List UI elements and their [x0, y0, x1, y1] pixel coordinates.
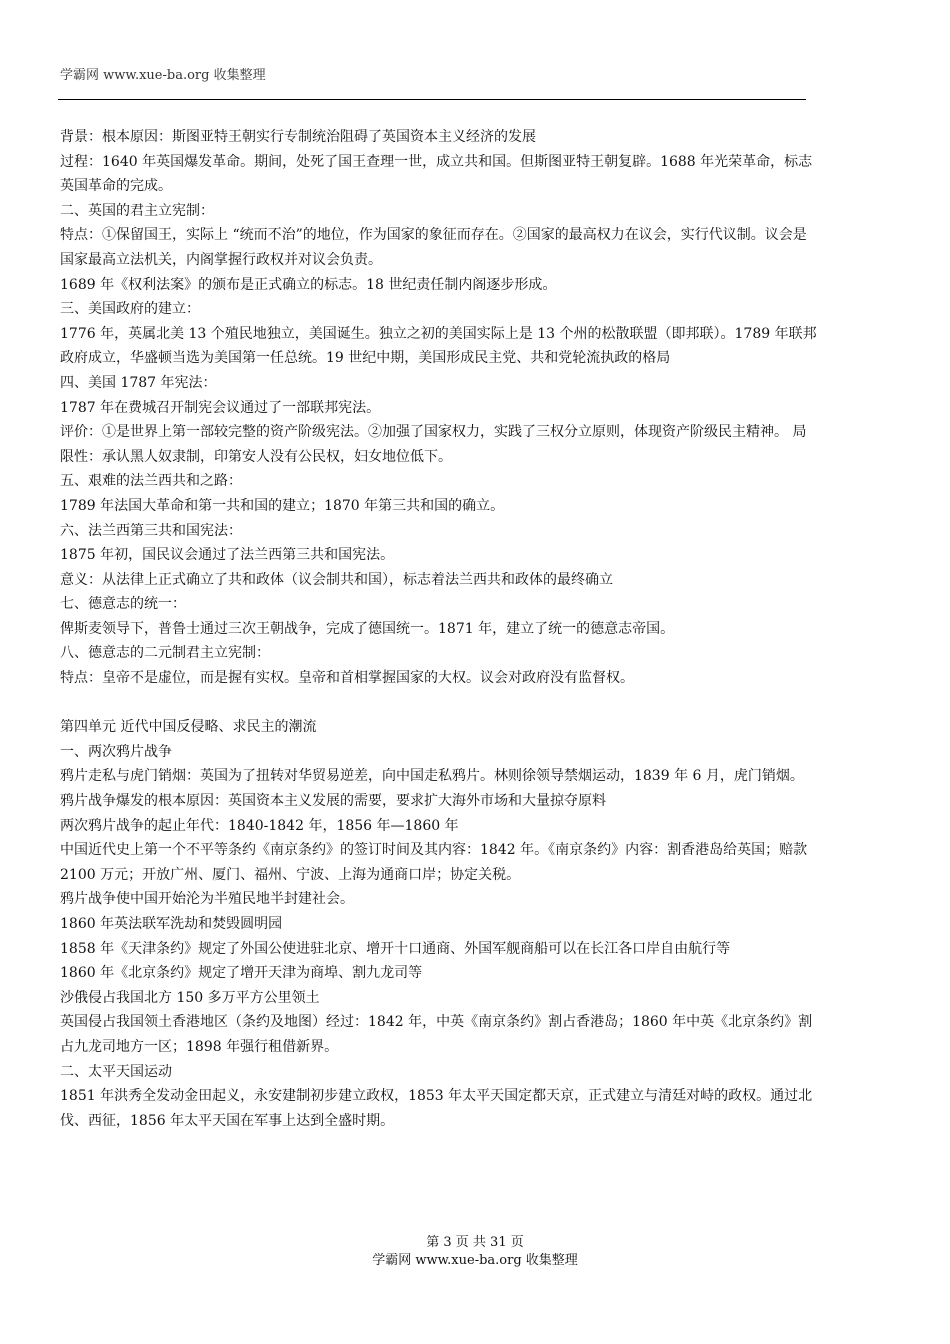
section-heading: 二、太平天国运动	[60, 1063, 172, 1080]
unit-title: 第四单元 近代中国反侵略、求民主的潮流	[60, 719, 317, 736]
paragraph-line: 意义：从法律上正式确立了共和政体（议会制共和国），标志着法兰西共和政体的最终确立	[60, 571, 613, 588]
paragraph-line: 两次鸦片战争的起止年代：1840-1842 年，1856 年—1860 年	[60, 817, 459, 834]
paragraph-line: 1860 年《北京条约》规定了增开天津为商埠、割九龙司等	[60, 965, 423, 982]
paragraph-line: 俾斯麦领导下，普鲁士通过三次王朝战争，完成了德国统一。1871 年，建立了统一的德意志帝国。	[60, 620, 675, 637]
section-heading: 七、德意志的统一：	[60, 596, 186, 613]
paragraph-line: 鸦片战争使中国开始沦为半殖民地半封建社会。	[60, 891, 354, 908]
paragraph-line: 1787 年在费城召开制宪会议通过了一部联邦宪法。	[60, 399, 381, 416]
section-heading: 二、英国的君主立宪制：	[60, 202, 214, 219]
paragraph-line: 鸦片走私与虎门销烟：英国为了扭转对华贸易逆差，向中国走私鸦片。林则徐领导禁烟运动，1839 年 6 月，虎门销烟。	[60, 768, 804, 785]
paragraph-line: 沙俄侵占我国北方 150 多万平方公里领土	[60, 989, 320, 1006]
paragraph-line: 特点：①保留国王，实际上 “统而不治”的地位，作为国家的象征而存在。②国家的最高权力在议会，实行代议制。议会是国家最高立法机关，内阁掌握行政权并对议会负责。	[60, 227, 807, 268]
paragraph-line: 1875 年初，国民议会通过了法兰西第三共和国宪法。	[60, 547, 395, 564]
paragraph-line: 特点：皇帝不是虚位，而是握有实权。皇帝和首相掌握国家的大权。议会对政府没有监督权。	[60, 670, 634, 687]
paragraph-line: 1851 年洪秀全发动金田起义，永安建制初步建立政权，1853 年太平天国定都天京，正式建立与清廷对峙的政权。通过北伐、西征，1856 年太平天国在军事上达到全盛时期。	[60, 1088, 813, 1129]
header-divider	[58, 99, 806, 100]
section-heading: 五、艰难的法兰西共和之路：	[60, 473, 242, 490]
section-heading: 八、德意志的二元制君主立宪制：	[60, 645, 270, 662]
document-body	[60, 125, 820, 1133]
page-footer: 学霸网 www.xue-ba.org 收集整理	[372, 1253, 578, 1268]
paragraph-line: 中国近代史上第一个不平等条约《南京条约》的签订时间及其内容：1842 年。《南京条约》内容：割香港岛给英国；赔款 2100 万元；开放广州、厦门、福州、宁波、上海为通商口岸；协定关税。	[60, 842, 808, 883]
paragraph-line: 背景：根本原因：斯图亚特王朝实行专制统治阻碍了英国资本主义经济的发展	[60, 129, 536, 145]
paragraph-line: 1858 年《天津条约》规定了外国公使进驻北京、增开十口通商、外国军舰商船可以在长江各口岸自由航行等	[60, 940, 731, 957]
paragraph-line: 1789 年法国大革命和第一共和国的建立；1870 年第三共和国的确立。	[60, 497, 505, 514]
section-heading: 四、美国 1787 年宪法：	[60, 374, 217, 391]
section-heading: 六、法兰西第三共和国宪法：	[60, 522, 242, 539]
paragraph-line: 过程：1640 年英国爆发革命。期间，处死了国王查理一世，成立共和国。但斯图亚特王朝复辟。1688 年光荣革命，标志英国革命的完成。	[60, 153, 813, 195]
page-number: 第 3 页 共 31 页	[426, 1235, 524, 1250]
paragraph-line: 1776 年，英属北美 13 个殖民地独立，美国诞生。独立之初的美国实际上是 13 个州的松散联盟（即邦联）。1789 年联邦政府成立，华盛顿当选为美国第一任总统。19 世纪中期，美国形成民主党、共和党轮流执政的格局	[60, 325, 817, 367]
section-heading: 一、两次鸦片战争	[60, 743, 172, 760]
paragraph-line: 评价：①是世界上第一部较完整的资产阶级宪法。②加强了国家权力，实践了三权分立原则，体现资产阶级民主精神。 局限性：承认黑人奴隶制，印第安人没有公民权，妇女地位低下。	[60, 424, 807, 465]
blank-line	[60, 691, 820, 716]
paragraph-line: 鸦片战争爆发的根本原因：英国资本主义发展的需要，要求扩大海外市场和大量掠夺原料	[60, 793, 606, 810]
section-heading: 三、美国政府的建立：	[60, 301, 200, 318]
paragraph-line: 1860 年英法联军洗劫和焚毁圆明园	[60, 916, 283, 932]
paragraph-line: 英国侵占我国领土香港地区（条约及地图）经过：1842 年，中英《南京条约》割占香港岛；1860 年中英《北京条约》割占九龙司地方一区；1898 年强行租借新界。	[60, 1014, 813, 1055]
paragraph-line: 1689 年《权利法案》的颁布是正式确立的标志。18 世纪责任制内阁逐步形成。	[60, 276, 557, 293]
page-header: 学霸网 www.xue-ba.org 收集整理	[60, 68, 266, 83]
